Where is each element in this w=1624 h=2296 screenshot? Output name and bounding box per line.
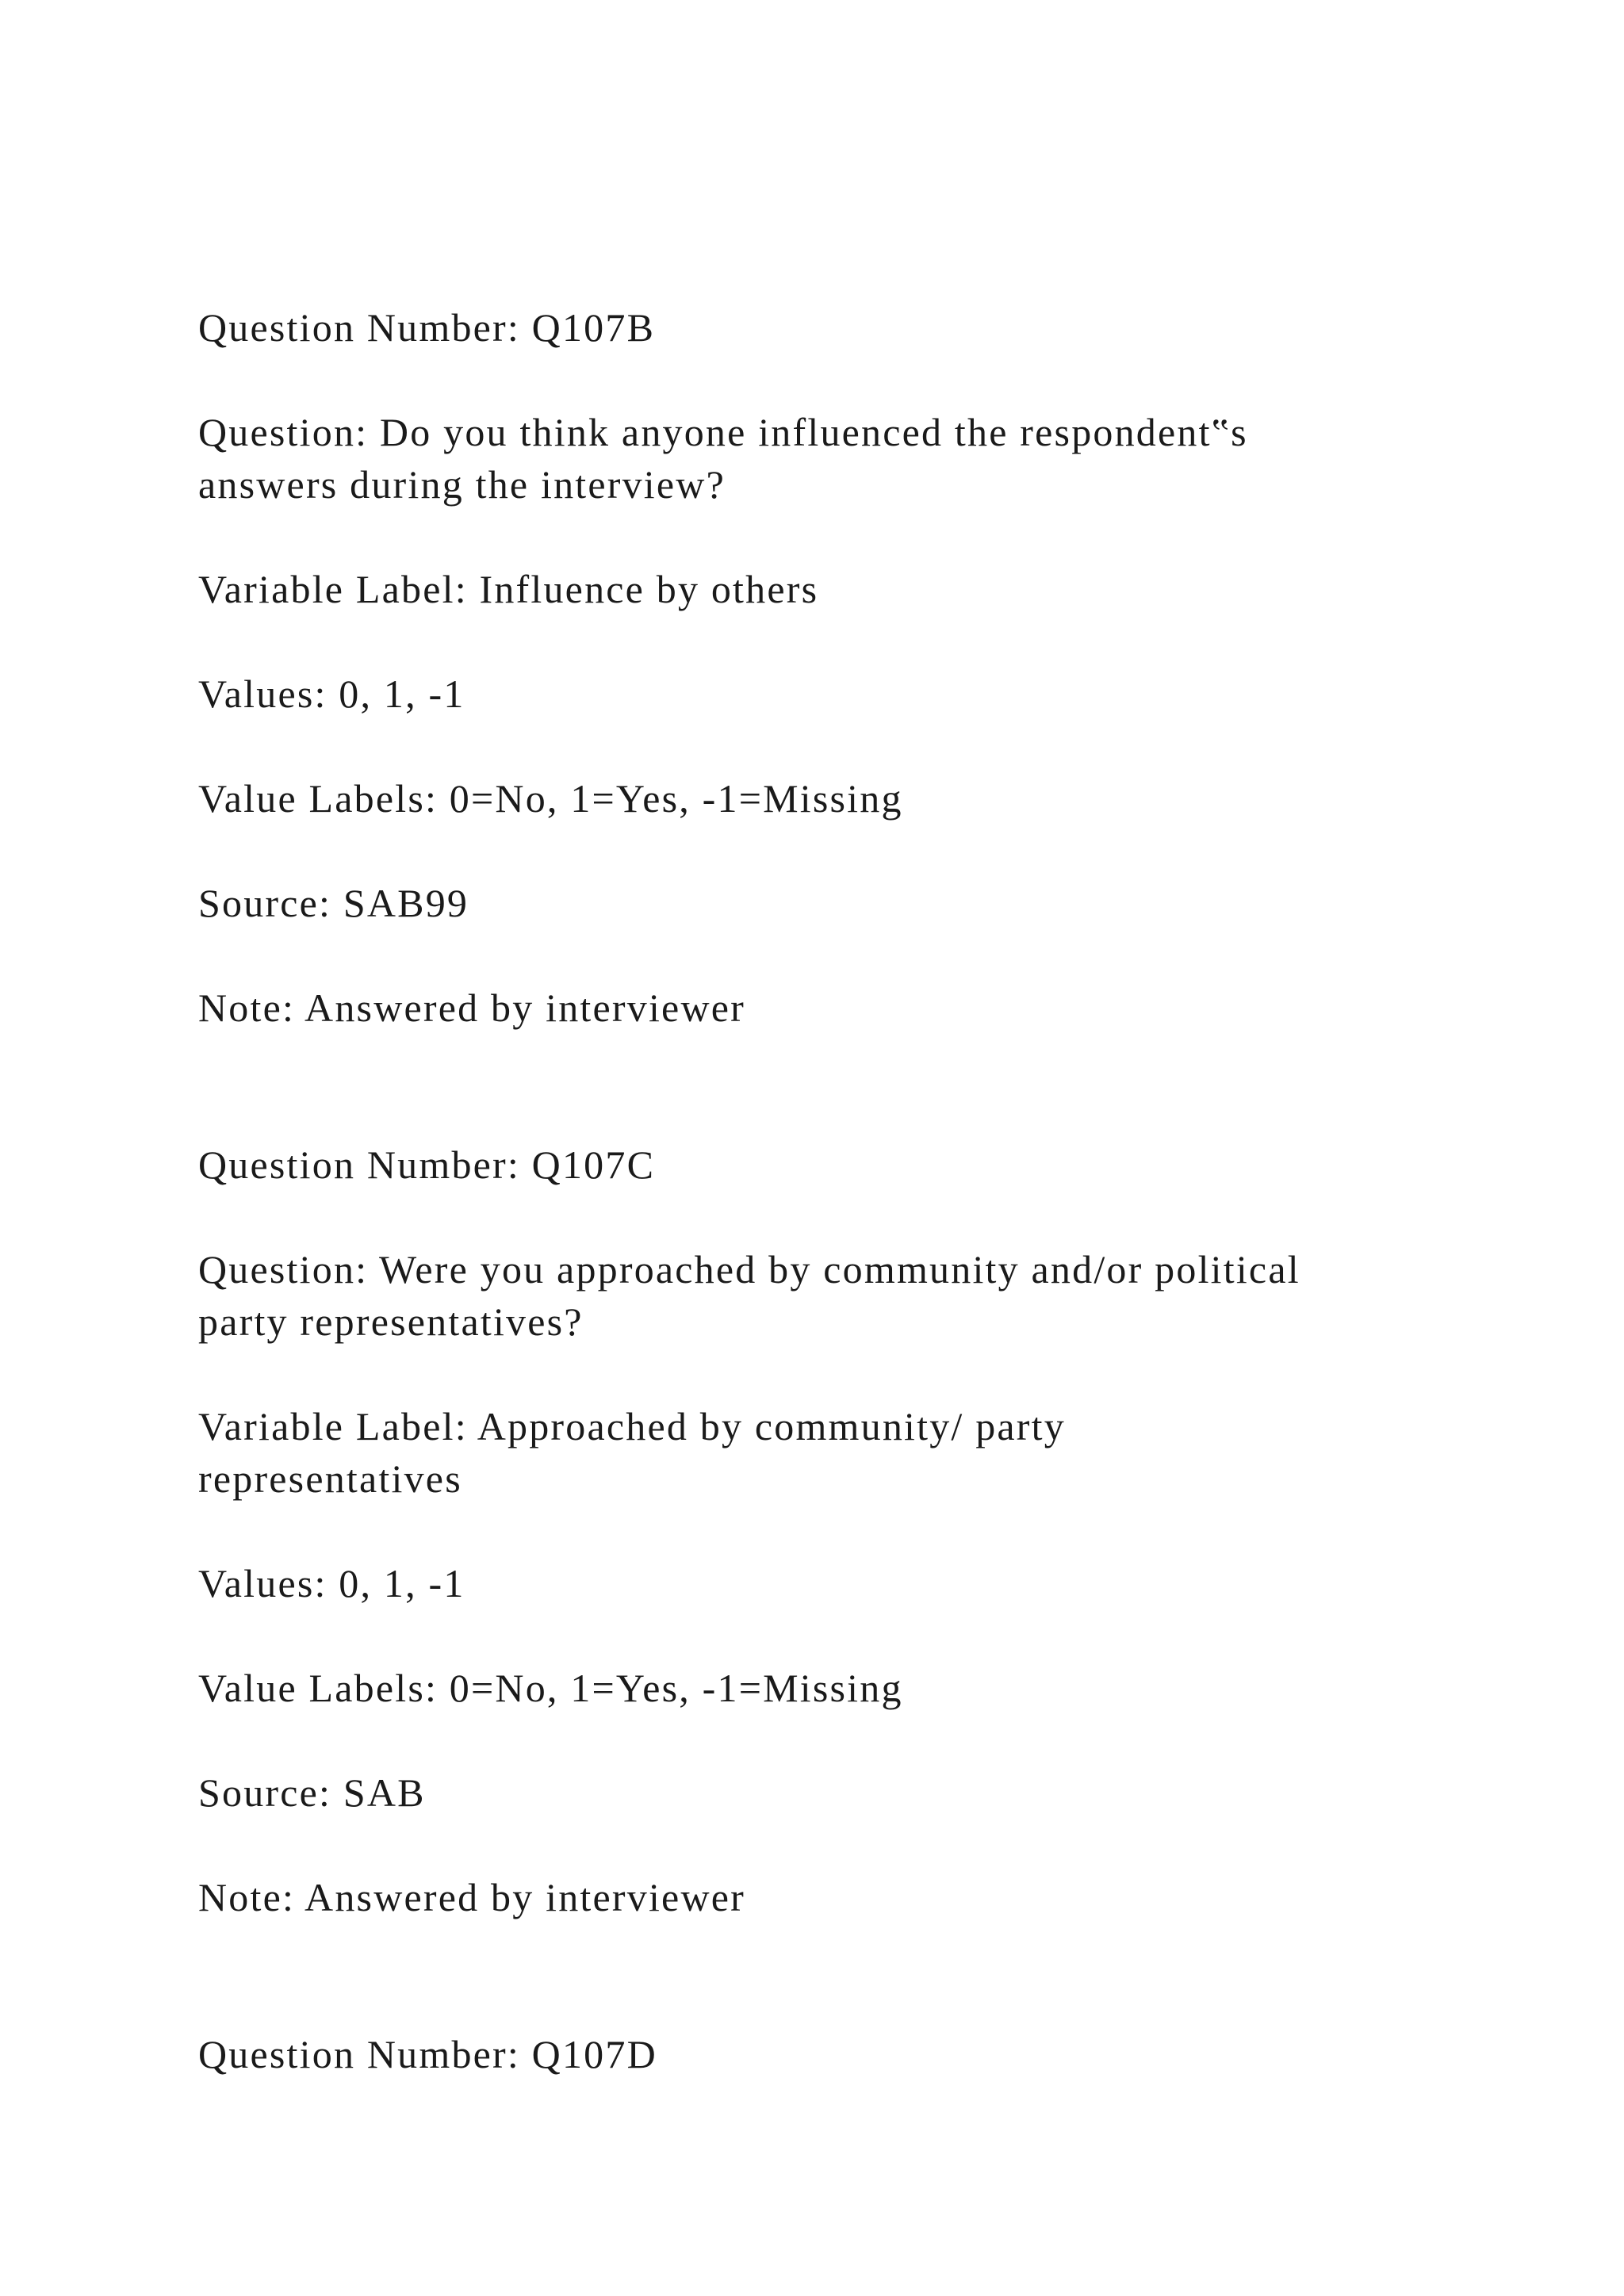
question-text-line: Question: Were you approached by community and/or political — [198, 1247, 1300, 1292]
value-labels: Value Labels: 0=No, 1=Yes, -1=Missing — [198, 1666, 903, 1710]
note: Note: Answered by interviewer — [198, 1875, 745, 1919]
variable-label-line: Variable Label: Approached by community/ party — [198, 1404, 1066, 1448]
source: Source: SAB99 — [198, 881, 469, 925]
question-number: Question Number: Q107B — [198, 305, 656, 350]
question-text-line: Question: Do you think anyone influenced the respondent‟s — [198, 410, 1248, 454]
values: Values: 0, 1, -1 — [198, 672, 465, 716]
source: Source: SAB — [198, 1770, 426, 1815]
note: Note: Answered by interviewer — [198, 985, 745, 1030]
question-text-line: answers during the interview? — [198, 462, 726, 507]
document-page — [198, 0, 1435, 2296]
question-number: Question Number: Q107D — [198, 2032, 657, 2076]
value-labels: Value Labels: 0=No, 1=Yes, -1=Missing — [198, 776, 903, 821]
variable-label-line: representatives — [198, 1456, 462, 1501]
question-text-line: party representatives? — [198, 1299, 584, 1344]
question-number: Question Number: Q107C — [198, 1142, 656, 1187]
values: Values: 0, 1, -1 — [198, 1561, 465, 1605]
variable-label: Variable Label: Influence by others — [198, 567, 819, 611]
